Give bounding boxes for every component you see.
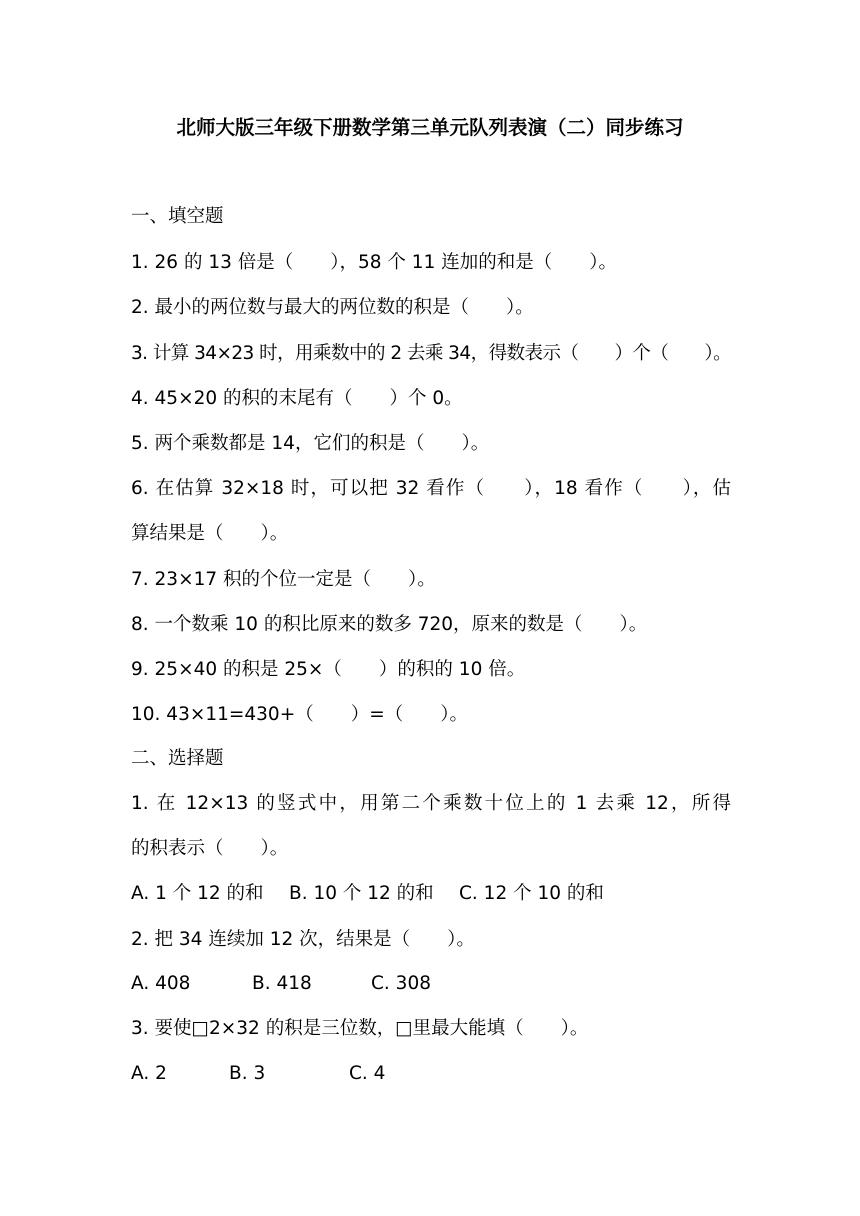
option-a: A. 408 [131, 973, 191, 994]
question-2-1-line-2: 的积表示（ ）。 [131, 838, 289, 859]
option-a: A. 2 [131, 1063, 167, 1084]
option-a: A. 1 个 12 的和 [131, 883, 264, 904]
page-title: 北师大版三年级下册数学第三单元队列表演（二）同步练习 [176, 116, 684, 139]
question-2-1-options [131, 880, 604, 908]
question-1-5: 5. 两个乘数都是 14，它们的积是（ ）。 [131, 433, 490, 454]
option-b: B. 418 [252, 973, 312, 994]
question-2-3: 3. 要使□2×32 的积是三位数，□里最大能填（ ）。 [131, 1018, 589, 1039]
question-1-10: 10. 43×11=430+（ ）=（ ）。 [131, 704, 468, 725]
question-1-3: 3. 计算 34×23 时，用乘数中的 2 去乘 34，得数表示（ ）个（ ）。 [131, 343, 731, 364]
question-1-4: 4. 45×20 的积的末尾有（ ）个 0。 [131, 388, 463, 409]
option-c: C. 12 个 10 的和 [459, 883, 604, 904]
question-1-6-line-1: 6. 在估算 32×18 时，可以把 32 看作（ ），18 看作（ ），估 [131, 478, 731, 499]
section-heading-multiple-choice: 二、选择题 [131, 748, 224, 769]
section-heading-fill-blank: 一、填空题 [131, 206, 224, 227]
question-1-8: 8. 一个数乘 10 的积比原来的数多 720，原来的数是（ ）。 [131, 614, 648, 635]
question-2-2: 2. 把 34 连续加 12 次，结果是（ ）。 [131, 929, 475, 950]
option-b: B. 10 个 12 的和 [289, 883, 434, 904]
question-1-2: 2. 最小的两位数与最大的两位数的积是（ ）。 [131, 297, 534, 318]
question-1-6-line-2: 算结果是（ ）。 [131, 523, 289, 544]
question-1-1: 1. 26 的 13 倍是（ ），58 个 11 连加的和是（ ）。 [131, 252, 617, 273]
question-2-3-options [131, 1060, 385, 1088]
option-b: B. 3 [229, 1063, 266, 1084]
option-c: C. 308 [371, 973, 431, 994]
option-c: C. 4 [349, 1063, 386, 1084]
question-2-2-options [131, 970, 431, 998]
question-1-9: 9. 25×40 的积是 25×（ ）的积的 10 倍。 [131, 659, 526, 680]
question-1-7: 7. 23×17 积的个位一定是（ ）。 [131, 569, 436, 590]
question-2-1-line-1: 1. 在 12×13 的竖式中，用第二个乘数十位上的 1 去乘 12，所得 [131, 793, 731, 814]
